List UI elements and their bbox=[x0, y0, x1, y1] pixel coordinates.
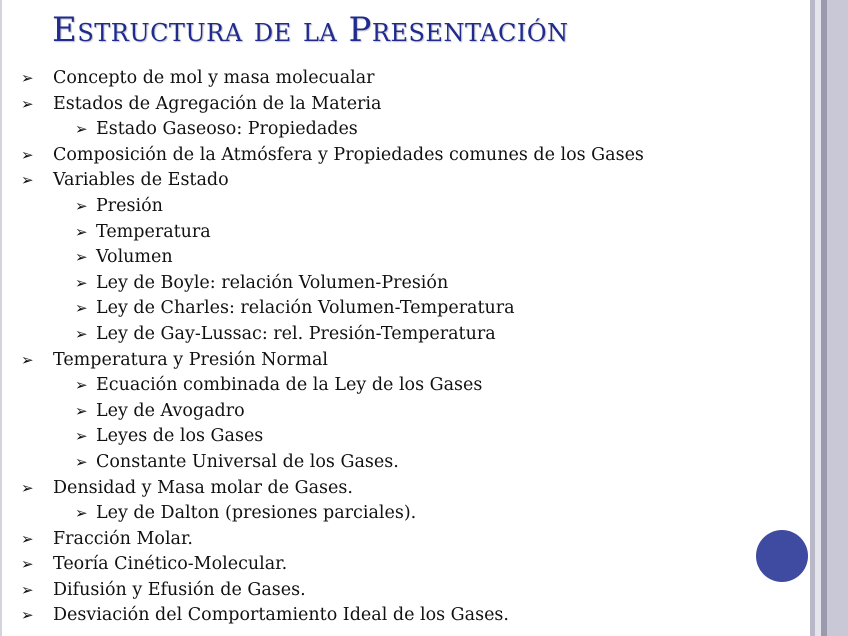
list-item bbox=[0, 92, 800, 118]
list-item bbox=[0, 450, 800, 476]
list-item bbox=[0, 552, 800, 578]
list-item-text: Leyes de los Gases bbox=[96, 426, 264, 447]
bullet-arrow-icon: ➢ bbox=[75, 452, 88, 471]
decorative-circle bbox=[756, 530, 808, 582]
list-item-text: Temperatura y Presión Normal bbox=[53, 349, 329, 370]
list-item bbox=[0, 117, 800, 143]
bullet-arrow-icon: ➢ bbox=[75, 196, 88, 215]
list-item-text: Volumen bbox=[96, 247, 173, 268]
list-item bbox=[0, 322, 800, 348]
bullet-arrow-icon: ➢ bbox=[75, 222, 88, 241]
list-item-text: Desviación del Comportamiento Ideal de los Gases. bbox=[53, 605, 509, 626]
bullet-arrow-icon: ➢ bbox=[75, 401, 88, 420]
list-item-text: Ley de Gay-Lussac: rel. Presión-Temperatura bbox=[96, 323, 496, 344]
list-item bbox=[0, 399, 800, 425]
list-item bbox=[0, 603, 800, 629]
bullet-arrow-icon: ➢ bbox=[75, 376, 88, 395]
list-item-text: Constante Universal de los Gases. bbox=[96, 451, 399, 472]
list-item bbox=[0, 578, 800, 604]
bullet-arrow-icon: ➢ bbox=[21, 478, 34, 497]
bullet-arrow-icon: ➢ bbox=[21, 580, 34, 599]
list-item-text: Temperatura bbox=[96, 221, 211, 242]
list-item bbox=[0, 527, 800, 553]
bullet-arrow-icon: ➢ bbox=[75, 299, 88, 318]
list-item bbox=[0, 194, 800, 220]
list-item bbox=[0, 476, 800, 502]
list-item-text: Difusión y Efusión de Gases. bbox=[53, 579, 306, 600]
bullet-arrow-icon: ➢ bbox=[21, 555, 34, 574]
bullet-arrow-icon: ➢ bbox=[75, 120, 88, 139]
list-item-text: Fracción Molar. bbox=[53, 528, 193, 549]
list-item bbox=[0, 348, 800, 374]
list-item bbox=[0, 66, 800, 92]
list-item bbox=[0, 220, 800, 246]
list-item bbox=[0, 143, 800, 169]
list-item bbox=[0, 271, 800, 297]
outline-list bbox=[0, 66, 800, 629]
list-item bbox=[0, 424, 800, 450]
list-item-text: Ley de Boyle: relación Volumen-Presión bbox=[96, 272, 449, 293]
bullet-arrow-icon: ➢ bbox=[75, 248, 88, 267]
list-item-text: Ley de Dalton (presiones parciales). bbox=[96, 503, 417, 524]
list-item-text: Ley de Avogadro bbox=[96, 400, 245, 421]
list-item-text: Variables de Estado bbox=[53, 170, 229, 191]
list-item-text: Estados de Agregación de la Materia bbox=[53, 93, 382, 114]
list-item bbox=[0, 296, 800, 322]
list-item-text: Estado Gaseoso: Propiedades bbox=[96, 119, 358, 140]
list-item bbox=[0, 373, 800, 399]
bullet-arrow-icon: ➢ bbox=[21, 606, 34, 625]
slide-title: Estructura de la Presentación bbox=[52, 10, 569, 50]
list-item-text: Composición de la Atmósfera y Propiedades comunes de los Gases bbox=[53, 144, 644, 165]
bullet-arrow-icon: ➢ bbox=[21, 350, 34, 369]
list-item bbox=[0, 501, 800, 527]
list-item-text: Ecuación combinada de la Ley de los Gases bbox=[96, 375, 483, 396]
bullet-arrow-icon: ➢ bbox=[21, 94, 34, 113]
list-item-text: Concepto de mol y masa molecualar bbox=[53, 68, 375, 88]
bullet-arrow-icon: ➢ bbox=[75, 324, 88, 343]
bullet-arrow-icon: ➢ bbox=[75, 273, 88, 292]
bullet-arrow-icon: ➢ bbox=[21, 171, 34, 190]
bullet-arrow-icon: ➢ bbox=[21, 529, 34, 548]
right-border-stripe bbox=[827, 0, 848, 636]
list-item-text: Presión bbox=[96, 195, 163, 216]
list-item bbox=[0, 168, 800, 194]
bullet-arrow-icon: ➢ bbox=[75, 427, 88, 446]
bullet-arrow-icon: ➢ bbox=[21, 69, 34, 87]
list-item bbox=[0, 245, 800, 271]
list-item-text: Teoría Cinético-Molecular. bbox=[53, 554, 288, 575]
list-item-text: Densidad y Masa molar de Gases. bbox=[53, 477, 353, 498]
list-item-text: Ley de Charles: relación Volumen-Temperatura bbox=[96, 298, 515, 319]
bullet-arrow-icon: ➢ bbox=[75, 504, 88, 523]
bullet-arrow-icon: ➢ bbox=[21, 145, 34, 164]
